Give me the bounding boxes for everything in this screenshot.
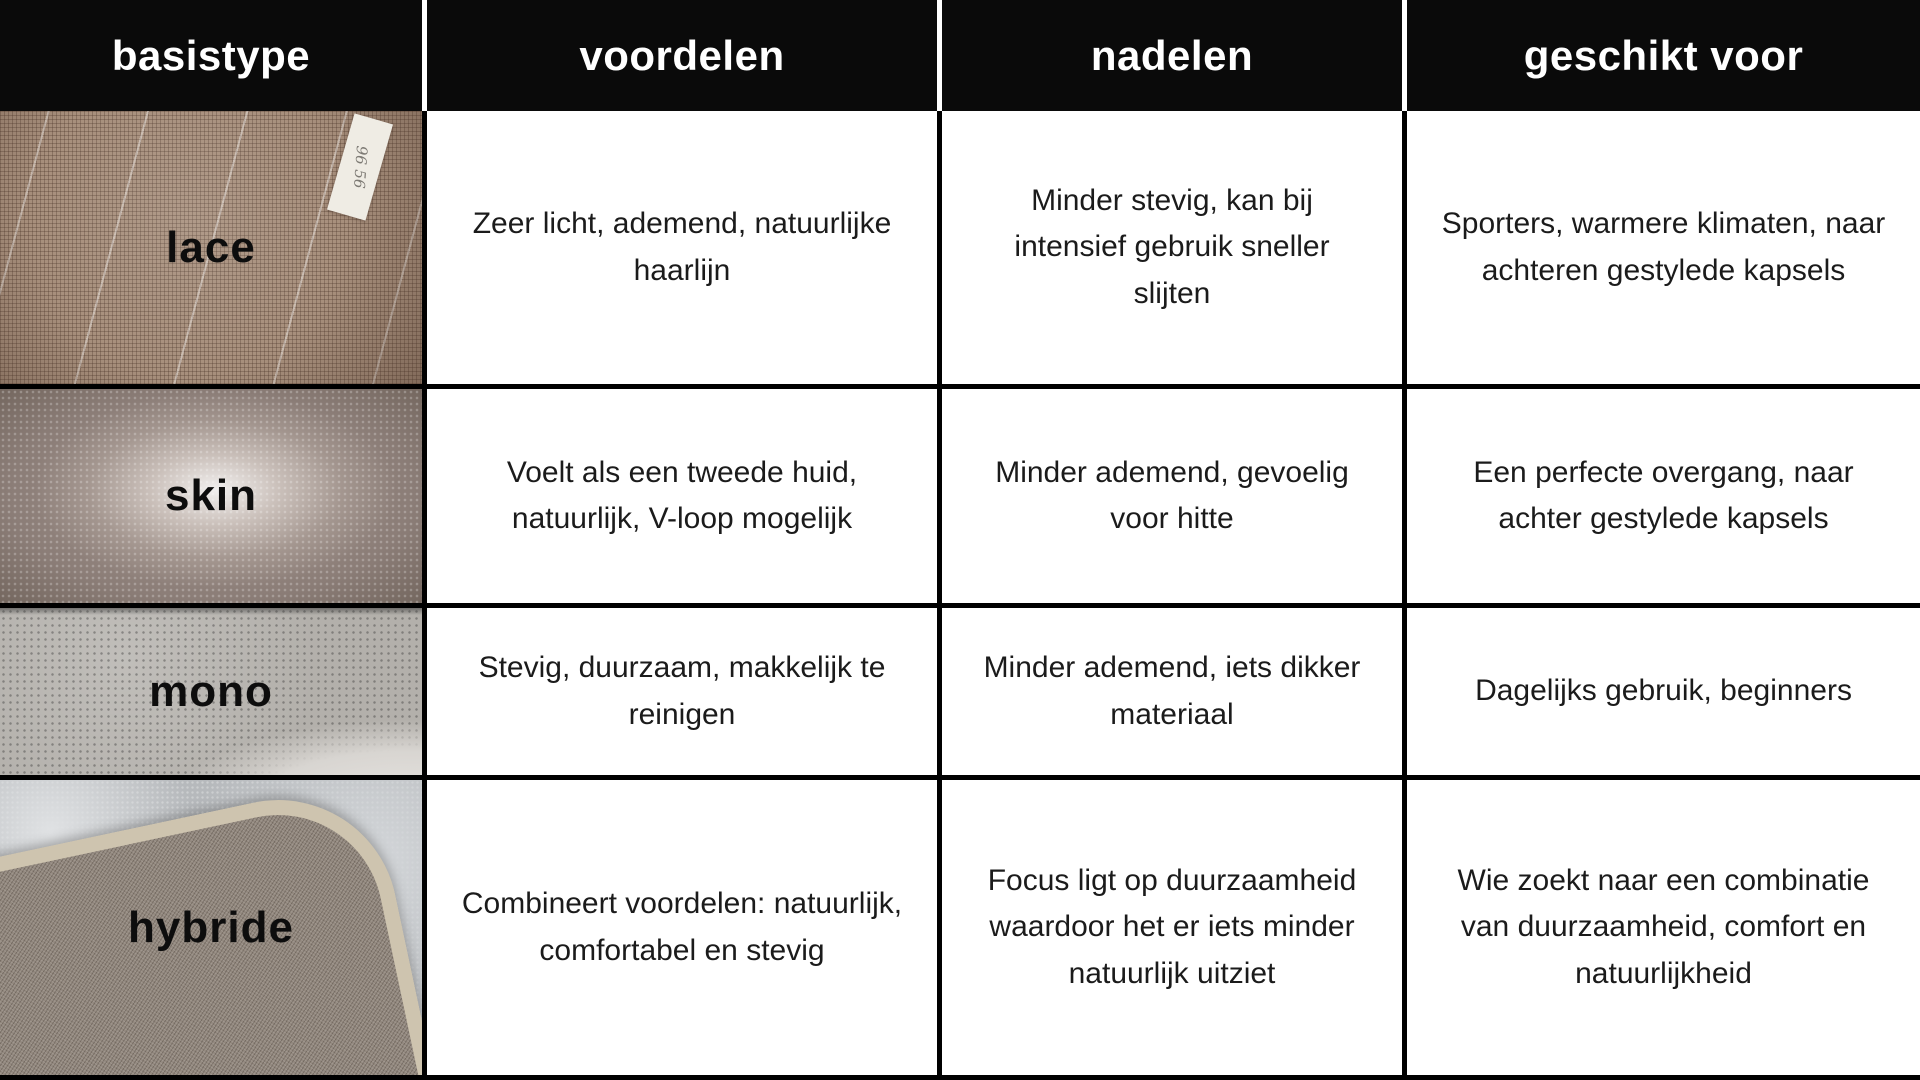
lace-photo-cell [0,111,427,389]
cell-mono-nadelen [942,608,1407,780]
cell-skin-voordelen [427,389,942,608]
mono-photo-cell [0,608,427,780]
lace-handwritten-tag [327,113,393,220]
header-geschikt-voor [1407,0,1920,111]
mono-nadelen-text: Minder ademend, iets dikker materiaal [983,651,1361,731]
cell-lace-nadelen [942,111,1407,389]
hybride-photo-cell [0,780,427,1080]
header-basistype-label: basistype [111,31,311,79]
lace-tag-text: 96 56 [349,144,371,190]
mono-geschikt-voor-text: Dagelijks gebruik, beginners [1475,674,1852,708]
row-label-hybride: hybride [128,902,294,952]
skin-voordelen-text: Voelt als een tweede huid, natuurlijk, V-loop mogelijk [506,455,858,535]
lace-voordelen-text: Zeer licht, ademend, natuurlijke haarlijn [472,207,892,287]
header-nadelen [942,0,1407,111]
row-label-skin: skin [164,471,258,520]
header-nadelen-label: nadelen [1090,31,1254,79]
cell-mono-geschikt-voor [1407,608,1920,780]
hybride-geschikt-voor-text: Wie zoekt naar een combinatie van duurzaamheid, comfort en natuurlijkheid [1457,863,1870,990]
header-voordelen-label: voordelen [579,31,785,79]
header-geschikt-voor-label: geschikt voor [1523,31,1804,79]
skin-nadelen-text: Minder ademend, gevoelig voor hitte [995,455,1349,535]
hybride-voordelen-text: Combineert voordelen: natuurlijk, comfortabel en stevig [461,887,903,967]
row-label-lace: lace [166,222,256,272]
row-label-mono: mono [149,666,273,716]
cell-mono-voordelen [427,608,942,780]
cell-skin-nadelen [942,389,1407,608]
lace-nadelen-text: Minder stevig, kan bij intensief gebruik sneller slijten [1014,183,1330,310]
lace-geschikt-voor-text: Sporters, warmere klimaten, naar achteren gestylede kapsels [1441,207,1886,287]
skin-geschikt-voor-text: Een perfecte overgang, naar achter gestylede kapsels [1473,455,1854,535]
header-voordelen [427,0,942,111]
header-basistype [0,0,427,111]
cell-skin-geschikt-voor [1407,389,1920,608]
hybride-nadelen-text: Focus ligt op duurzaamheid waardoor het er iets minder natuurlijk uitziet [987,863,1357,990]
skin-photo-cell [0,389,427,608]
mono-voordelen-text: Stevig, duurzaam, makkelijk te reinigen [478,651,886,731]
cell-hybride-geschikt-voor [1407,780,1920,1080]
cell-hybride-voordelen [427,780,942,1080]
cell-lace-voordelen [427,111,942,389]
cell-lace-geschikt-voor [1407,111,1920,389]
cell-hybride-nadelen [942,780,1407,1080]
